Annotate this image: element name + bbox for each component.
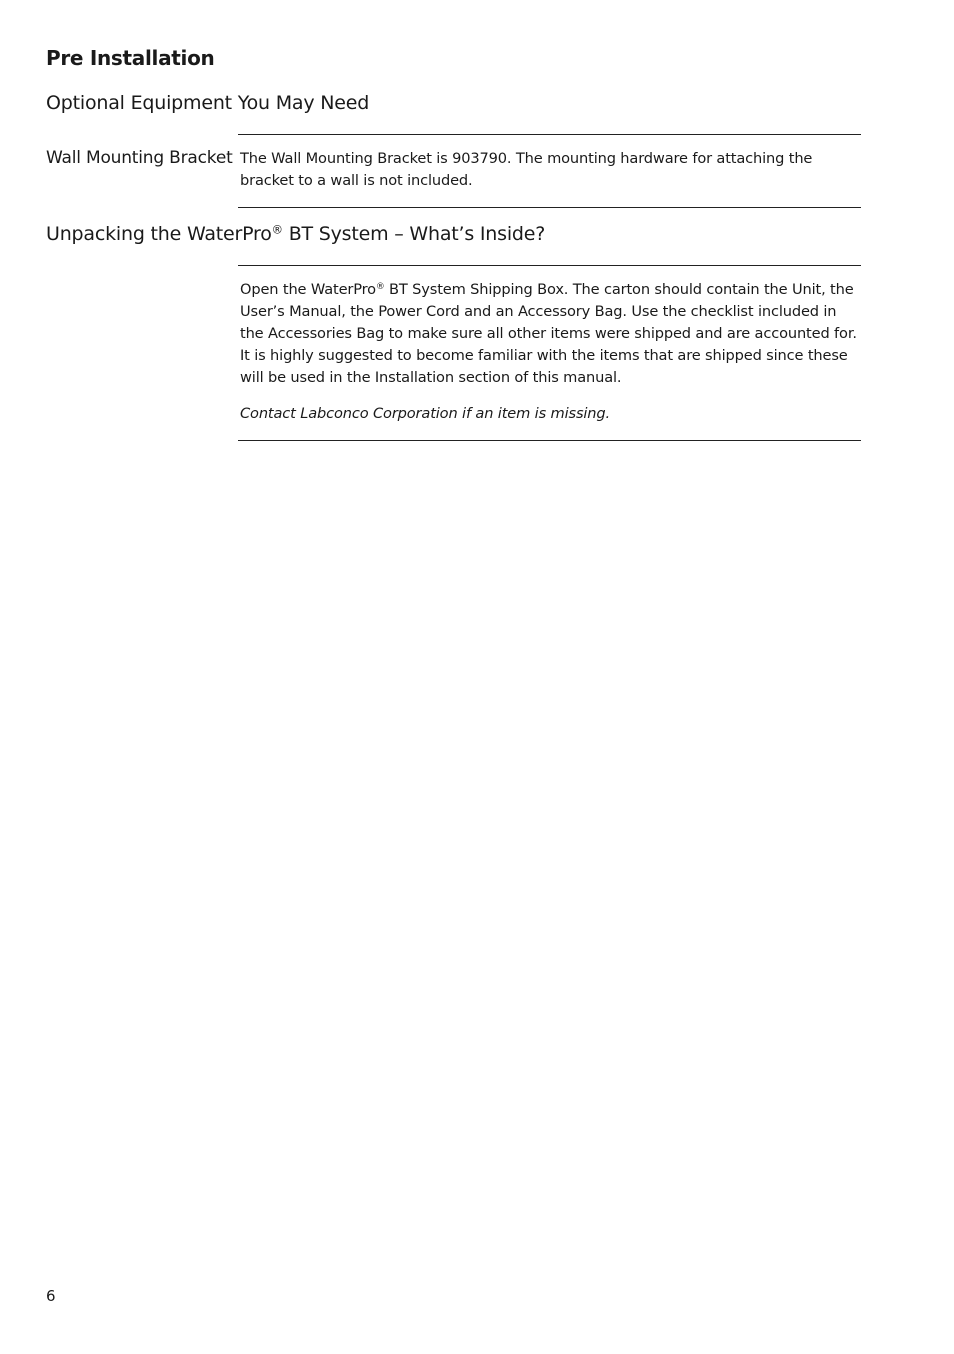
divider-top-unpacking: [238, 265, 861, 266]
unpacking-heading-text-start: Unpacking the WaterPro: [46, 223, 272, 245]
unpacking-heading-text-end: BT System – What’s Inside?: [282, 223, 546, 245]
unpacking-paragraph-rest: BT System Shipping Box. The carton should contain the Unit, the User’s Manual, the Power Cord and an Accessory Bag. Use the checklist included in the Accessories Bag to make sure all other items were shipped and are accounted for. It is highly suggested to become familiar with the items that are shipped since these will be used in the Installation section of this manual.: [240, 281, 857, 386]
registered-mark: ®: [271, 222, 283, 237]
wall-mounting-bracket-description: The Wall Mounting Bracket is 903790. The mounting hardware for attaching the bracket to a wall is not included.: [240, 150, 813, 189]
unpacking-paragraph-start: Open the WaterPro: [240, 281, 376, 298]
divider-top-optional: [238, 134, 861, 135]
section-title: Pre Installation: [46, 46, 215, 70]
wall-mounting-bracket-label: Wall Mounting Bracket: [46, 148, 233, 168]
page-number: 6: [46, 1287, 56, 1305]
optional-equipment-heading: Optional Equipment You May Need: [46, 92, 370, 114]
divider-bottom-unpacking: [238, 440, 861, 441]
registered-mark: ®: [375, 282, 385, 293]
divider-bottom-optional: [238, 207, 861, 208]
unpacking-heading: [46, 223, 545, 245]
missing-item-note: Contact Labconco Corporation if an item is missing.: [240, 405, 610, 422]
unpacking-paragraph: [240, 279, 862, 389]
